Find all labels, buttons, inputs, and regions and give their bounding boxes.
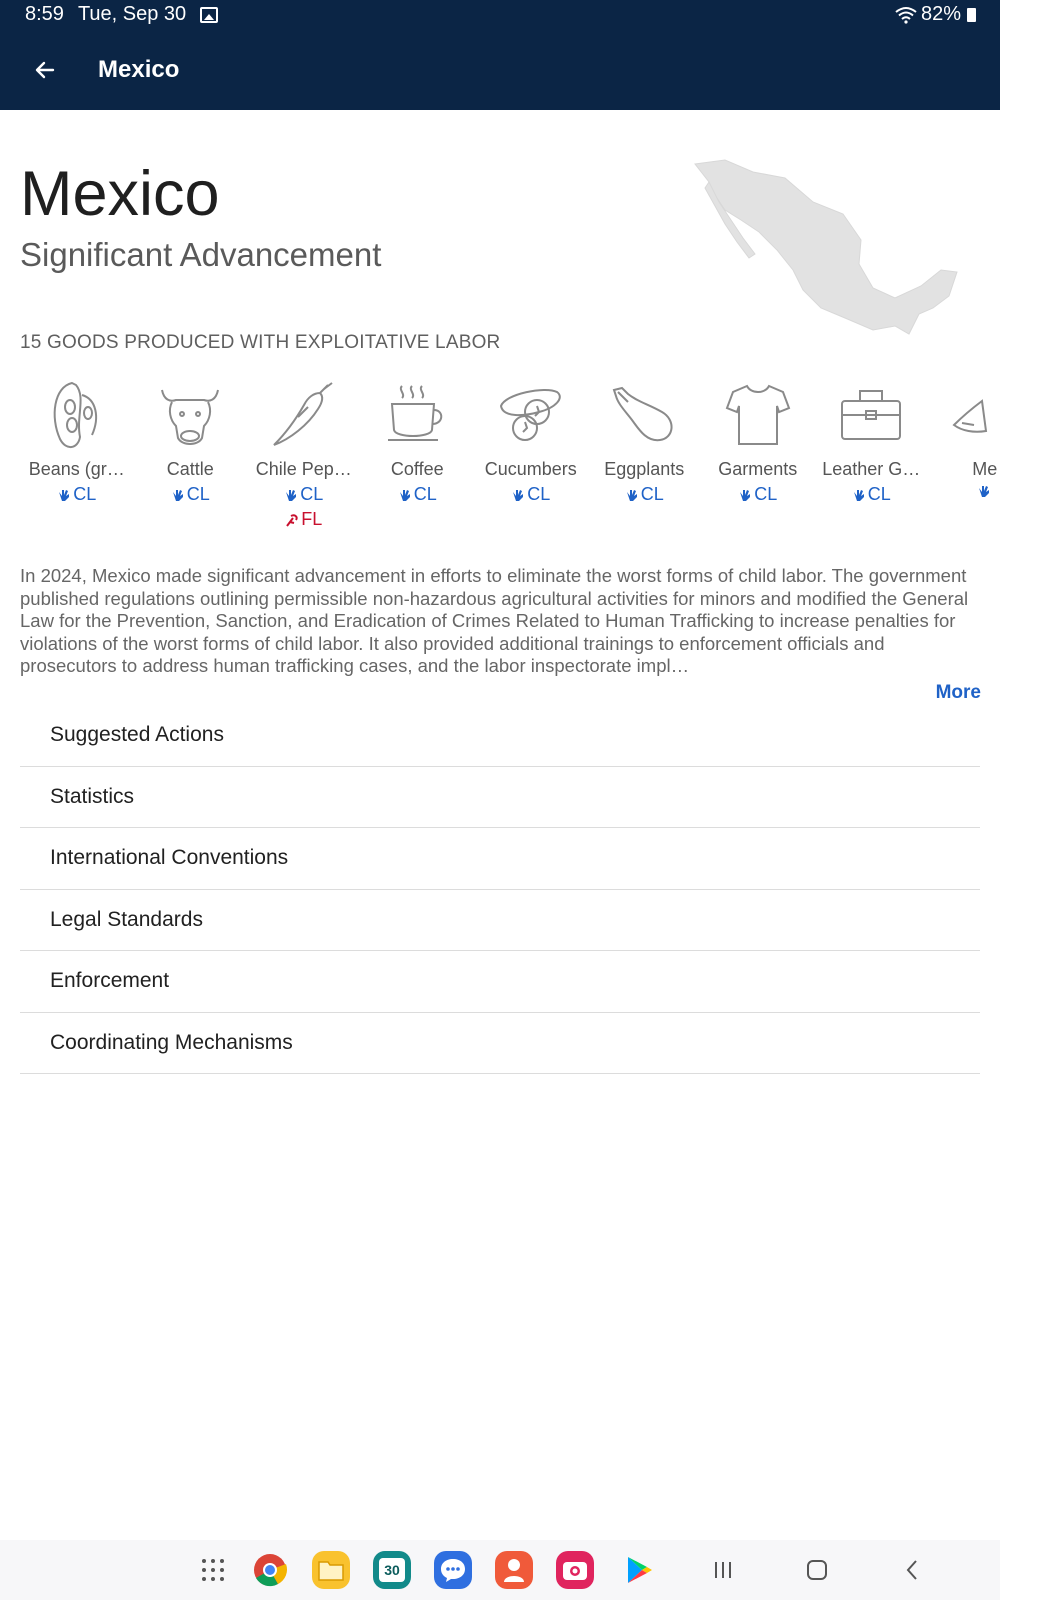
section-international-conventions[interactable]: International Conventions xyxy=(20,828,980,890)
home-icon xyxy=(806,1559,828,1581)
good-item-garments[interactable] xyxy=(701,375,815,540)
chevron-left-icon xyxy=(904,1559,920,1581)
good-name: Leather G… xyxy=(822,459,921,479)
good-item-cattle[interactable] xyxy=(134,375,248,540)
child-labor-tag: CL xyxy=(738,484,777,505)
recent-apps-button[interactable] xyxy=(703,1551,743,1589)
gallery-notification-icon xyxy=(200,7,218,23)
good-name: Coffee xyxy=(390,459,444,479)
sections-list xyxy=(20,705,980,1074)
good-item-leather-goods[interactable] xyxy=(815,375,929,540)
section-suggested-actions[interactable]: Suggested Actions xyxy=(20,705,980,767)
hand-icon xyxy=(625,488,639,502)
back-button[interactable] xyxy=(21,46,69,94)
messages-app-icon[interactable] xyxy=(434,1551,472,1589)
forced-labor-tag: FL xyxy=(285,509,322,530)
hand-icon xyxy=(977,484,991,498)
hand-icon xyxy=(57,488,71,502)
section-enforcement[interactable]: Enforcement xyxy=(20,951,980,1013)
advancement-level: Significant Advancement xyxy=(20,236,382,273)
camera-app-icon[interactable] xyxy=(556,1551,594,1589)
hand-icon xyxy=(398,488,412,502)
good-name: Beans (gr… xyxy=(28,459,125,479)
calendar-app-icon[interactable] xyxy=(373,1551,411,1589)
status-date: Tue, Sep 30 xyxy=(77,3,187,25)
app-drawer-icon[interactable] xyxy=(202,1551,228,1589)
section-coordinating-mechanisms[interactable]: Coordinating Mechanisms xyxy=(20,1013,980,1075)
battery-icon xyxy=(967,8,976,22)
hand-icon xyxy=(852,488,866,502)
coffee-icon xyxy=(377,375,457,455)
play-store-icon[interactable] xyxy=(620,1551,658,1589)
melon-icon xyxy=(945,375,1025,455)
status-bar xyxy=(0,0,1000,29)
beans-icon xyxy=(37,375,117,455)
good-item-cucumbers[interactable] xyxy=(474,375,588,540)
good-item-beans[interactable] xyxy=(20,375,134,540)
cucumbers-icon xyxy=(491,375,571,455)
chile-pepper-icon xyxy=(264,375,344,455)
eggplant-icon xyxy=(604,375,684,455)
child-labor-tag: CL xyxy=(625,484,664,505)
section-legal-standards[interactable]: Legal Standards xyxy=(20,890,980,952)
child-labor-tag: CL xyxy=(284,484,323,505)
garment-icon xyxy=(718,375,798,455)
system-navigation-bar xyxy=(0,1540,1000,1600)
cattle-icon xyxy=(150,375,230,455)
app-bar-title: Mexico xyxy=(98,55,180,83)
arrow-left-icon xyxy=(33,58,57,82)
good-item-melons[interactable] xyxy=(928,375,1042,540)
battery-level: 82% xyxy=(920,3,961,25)
child-labor-tag xyxy=(977,484,993,498)
good-name: Chile Pep… xyxy=(255,459,352,479)
chrome-app-icon[interactable] xyxy=(251,1551,289,1589)
good-name: Garments xyxy=(718,459,798,479)
good-name: Cucumbers xyxy=(484,459,577,479)
good-name: Cattle xyxy=(166,459,214,479)
country-summary: In 2024, Mexico made significant advancement in efforts to eliminate the worst forms of child labor. The government published regulations outlining permissible non-hazardous agricultural activities for minors and modified the General Law for the Prevention, Sanction, and Eradication of Crimes Related to Human Trafficking to increase penalties for violations of the worst forms of child labor. It also provided additional trainings to enforcement officials and prosecutors to address human trafficking cases, and the labor inspectorate impl… xyxy=(20,565,969,676)
child-labor-tag: CL xyxy=(398,484,437,505)
good-name: Eggplants xyxy=(604,459,685,479)
good-item-coffee[interactable] xyxy=(361,375,475,540)
leather-goods-icon xyxy=(831,375,911,455)
back-nav-button[interactable] xyxy=(892,1551,932,1589)
child-labor-tag: CL xyxy=(852,484,891,505)
goods-heading: 15 GOODS PRODUCED WITH EXPLOITATIVE LABOR xyxy=(20,332,501,353)
child-labor-tag: CL xyxy=(511,484,550,505)
goods-carousel[interactable] xyxy=(20,375,998,540)
wifi-icon xyxy=(895,6,917,24)
child-labor-tag: CL xyxy=(57,484,96,505)
home-button[interactable] xyxy=(797,1551,837,1589)
calendar-day: 30 xyxy=(379,1558,405,1582)
child-labor-tag: CL xyxy=(171,484,210,505)
hand-icon xyxy=(171,488,185,502)
hand-icon xyxy=(738,488,752,502)
whip-icon xyxy=(285,513,299,527)
status-time: 8:59 xyxy=(25,3,64,25)
hand-icon xyxy=(511,488,525,502)
section-statistics[interactable]: Statistics xyxy=(20,767,980,829)
hand-icon xyxy=(284,488,298,502)
country-title: Mexico xyxy=(20,159,220,229)
app-bar xyxy=(0,29,1000,110)
contacts-app-icon[interactable] xyxy=(495,1551,533,1589)
files-app-icon[interactable] xyxy=(312,1551,350,1589)
more-link[interactable]: More xyxy=(935,682,981,703)
recents-icon xyxy=(712,1560,734,1580)
good-item-eggplants[interactable] xyxy=(588,375,702,540)
good-item-chile-pepper[interactable] xyxy=(247,375,361,540)
good-name: Me xyxy=(972,459,998,479)
country-map-image xyxy=(695,158,975,343)
